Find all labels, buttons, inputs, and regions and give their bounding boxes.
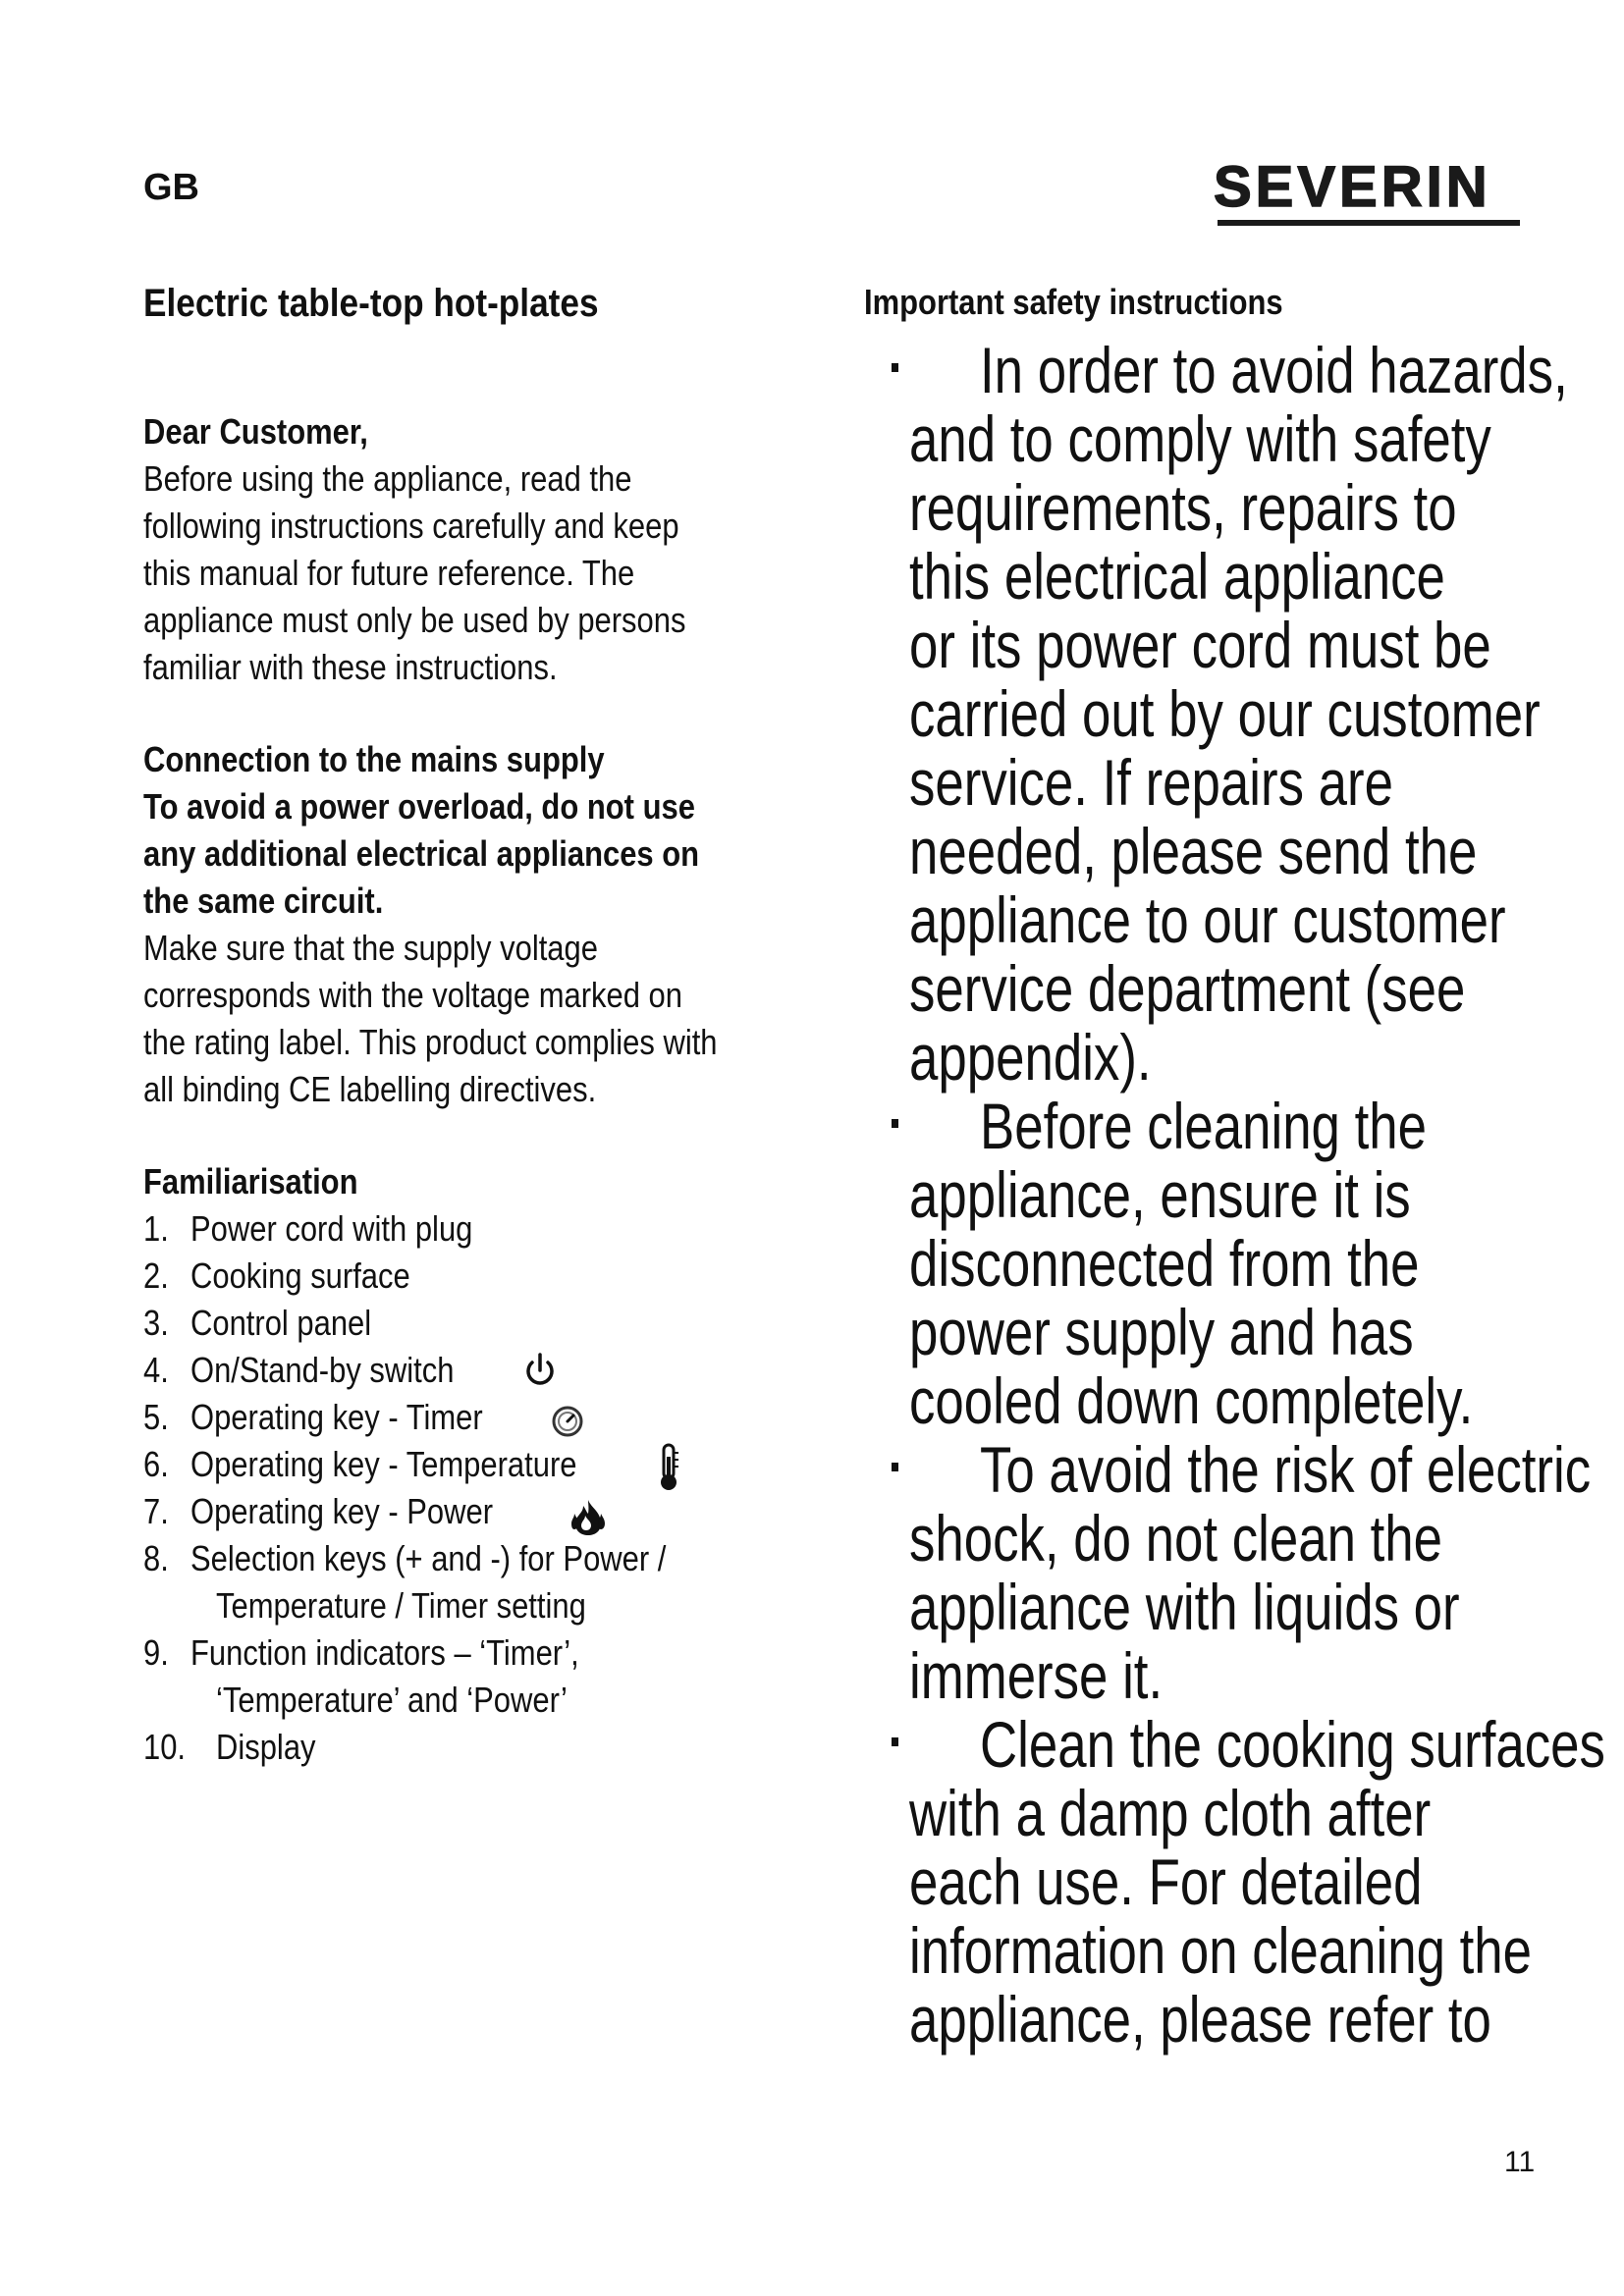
list-text: Cooking surface [190,1255,410,1296]
list-text: Selection keys (+ and -) for Power / [190,1538,667,1578]
list-text: Operating key - Temperature [190,1444,577,1484]
safety-bullet [864,1092,1591,1435]
connection-warning-line: To avoid a power overload, do not use [143,786,695,827]
safety-line: appendix). [909,1021,1152,1094]
bullet-marker [892,1119,898,1128]
safety-line: To avoid the risk of electric [980,1433,1592,1506]
list-text: Control panel [190,1303,372,1343]
greeting-line: this manual for future reference. The [143,553,635,593]
safety-bullet [864,1708,1605,2056]
safety-line: appliance, please refer to [909,1983,1491,2056]
bullet-marker [892,1737,898,1746]
list-item [143,1535,831,1629]
bullet-marker [892,363,898,372]
connection-line: all binding CE labelling directives. [143,1069,597,1109]
safety-bullet [864,1435,1591,1710]
safety-line: appliance to our customer [909,883,1506,956]
safety-line: disconnected from the [909,1227,1420,1300]
bullet-marker [892,1463,898,1471]
brand-name: SEVERIN [1214,155,1491,219]
list-number: 8. [143,1538,169,1578]
safety-line: requirements, repairs to [909,471,1457,544]
flame-icon [568,1498,609,1537]
safety-line: service department (see [909,952,1466,1025]
power-icon [522,1351,558,1390]
safety-line: cooled down completely. [909,1364,1474,1437]
safety-line: In order to avoid hazards, [980,334,1568,406]
greeting-line: following instructions carefully and keep [143,506,679,546]
list-item [143,1629,831,1724]
safety-line: information on cleaning the [909,1914,1533,1987]
thermometer-icon [656,1443,681,1492]
greeting-line: familiar with these instructions. [143,647,558,687]
brand-underline [1218,220,1520,226]
safety-line: this electrical appliance [909,540,1445,613]
connection-line: the rating label. This product complies with [143,1022,718,1062]
list-item [143,1300,831,1347]
connection-line: corresponds with the voltage marked on [143,975,682,1015]
connection-heading: Connection to the mains supply [143,739,605,779]
document-title: Electric table-top hot-plates [143,282,599,325]
list-number: 2. [143,1255,169,1296]
list-item [143,1394,831,1441]
safety-line: power supply and has [909,1296,1414,1368]
list-text: Operating key - Timer [190,1397,483,1437]
safety-line: or its power cord must be [909,609,1491,681]
timer-icon [550,1404,585,1439]
safety-line: appliance, ensure it is [909,1158,1411,1231]
safety-line: appliance with liquids or [909,1571,1460,1643]
list-item [143,1488,831,1535]
safety-bullet [864,336,1591,1092]
page-number: 11 [1504,2146,1536,2178]
list-text: Operating key - Power [190,1491,494,1531]
safety-heading: Important safety instructions [864,282,1283,322]
list-number: 1. [143,1208,169,1249]
safety-line: each use. For detailed [909,1845,1423,1918]
familiarisation-section [143,1158,831,1771]
list-item [143,1253,831,1300]
list-text-continued: ‘Temperature’ and ‘Power’ [216,1680,568,1720]
greeting-section [143,408,831,691]
safety-line: Clean the cooking surfaces [980,1708,1605,1781]
safety-line: carried out by our customer [909,677,1541,750]
safety-line: and to comply with safety [909,402,1491,475]
left-column [143,279,831,1771]
right-column [864,279,1605,2056]
list-text: Power cord with plug [190,1208,473,1249]
connection-line: Make sure that the supply voltage [143,928,598,968]
list-text: Function indicators – ‘Timer’, [190,1632,579,1673]
list-text: Display [216,1727,316,1767]
list-text-continued: Temperature / Timer setting [216,1585,586,1626]
list-item [143,1724,831,1771]
list-number: 4. [143,1350,169,1390]
greeting-heading: Dear Customer, [143,411,368,452]
connection-warning-line: the same circuit. [143,881,384,921]
connection-section [143,736,831,1113]
list-number: 7. [143,1491,169,1531]
list-item [143,1205,831,1253]
greeting-line: Before using the appliance, read the [143,458,632,499]
greeting-line: appliance must only be used by persons [143,600,686,640]
safety-line: needed, please send the [909,815,1478,887]
list-item [143,1347,831,1394]
list-number: 5. [143,1397,169,1437]
list-number: 10. [143,1727,187,1767]
safety-line: Before cleaning the [980,1090,1427,1162]
list-text: On/Stand-by switch [190,1350,455,1390]
list-number: 3. [143,1303,169,1343]
language-code: GB [143,167,199,208]
safety-line: shock, do not clean the [909,1502,1443,1575]
safety-line: immerse it. [909,1639,1164,1712]
familiarisation-heading: Familiarisation [143,1161,358,1201]
list-item [143,1441,831,1488]
brand-logo [1214,157,1526,226]
safety-line: service. If repairs are [909,746,1393,819]
list-number: 9. [143,1632,169,1673]
safety-line: with a damp cloth after [909,1777,1432,1849]
connection-warning-line: any additional electrical appliances on [143,833,700,874]
list-number: 6. [143,1444,169,1484]
